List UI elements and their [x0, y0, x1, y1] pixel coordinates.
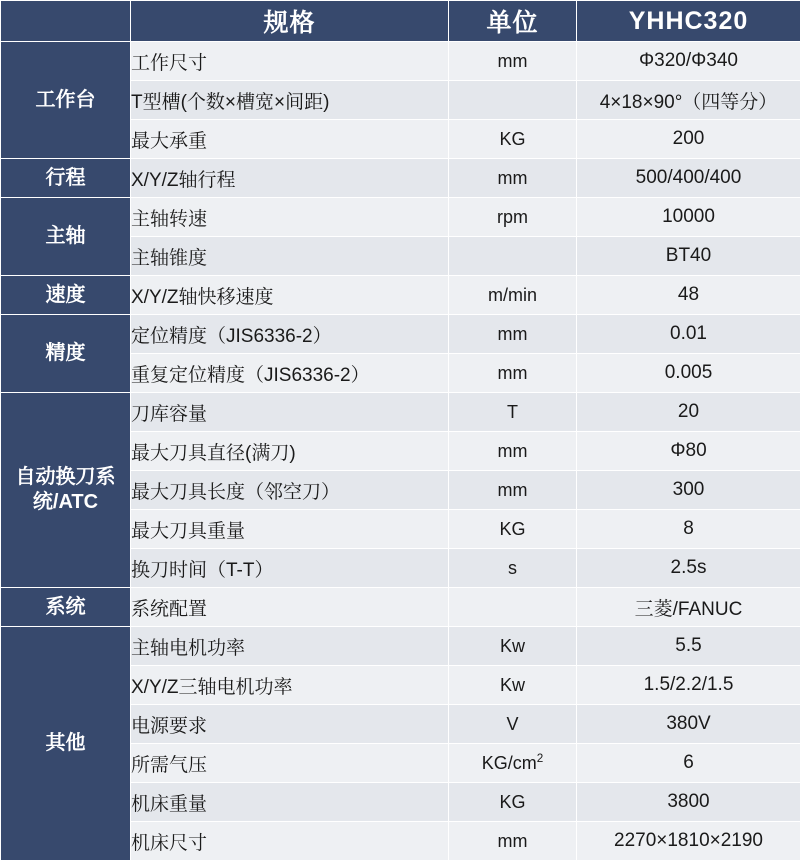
header-unit: 单位: [449, 1, 577, 42]
table-header-row: [1, 1, 800, 42]
spec-value: 三菱/FANUC: [577, 588, 800, 627]
spec-item: 最大承重: [131, 120, 449, 159]
spec-item: 系统配置: [131, 588, 449, 627]
spec-unit: mm: [449, 315, 577, 354]
spec-item: 机床尺寸: [131, 822, 449, 861]
group-label-travel: 行程: [1, 159, 131, 198]
spec-item: 主轴转速: [131, 198, 449, 237]
spec-unit: V: [449, 705, 577, 744]
spec-item: 最大刀具直径(满刀): [131, 432, 449, 471]
spec-unit: KG: [449, 783, 577, 822]
spec-item: 所需气压: [131, 744, 449, 783]
group-label-speed: 速度: [1, 276, 131, 315]
spec-value: Φ320/Φ340: [577, 42, 800, 81]
spec-value: 500/400/400: [577, 159, 800, 198]
spec-item: 刀库容量: [131, 393, 449, 432]
table-row: [1, 627, 800, 666]
spec-item: X/Y/Z轴行程: [131, 159, 449, 198]
spec-unit: mm: [449, 822, 577, 861]
group-label-accuracy: 精度: [1, 315, 131, 393]
spec-item: X/Y/Z轴快移速度: [131, 276, 449, 315]
spec-value: 200: [577, 120, 800, 159]
spec-unit: [449, 588, 577, 627]
spec-value: 2.5s: [577, 549, 800, 588]
spec-value: 1.5/2.2/1.5: [577, 666, 800, 705]
spec-unit: [449, 237, 577, 276]
spec-unit: rpm: [449, 198, 577, 237]
table-row: [1, 276, 800, 315]
spec-value: 10000: [577, 198, 800, 237]
table-row: [1, 315, 800, 354]
table-row: [1, 393, 800, 432]
spec-item: T型槽(个数×槽宽×间距): [131, 81, 449, 120]
spec-unit: mm: [449, 159, 577, 198]
spec-item: 最大刀具长度（邻空刀）: [131, 471, 449, 510]
spec-value: 20: [577, 393, 800, 432]
group-label-atc: 自动换刀系统/ATC: [1, 393, 131, 588]
spec-item: 最大刀具重量: [131, 510, 449, 549]
spec-unit: Kw: [449, 666, 577, 705]
spec-value: 5.5: [577, 627, 800, 666]
spec-value: 4×18×90°（四等分）: [577, 81, 800, 120]
spec-item: 机床重量: [131, 783, 449, 822]
spec-value: 48: [577, 276, 800, 315]
spec-item: X/Y/Z三轴电机功率: [131, 666, 449, 705]
spec-unit: KG: [449, 510, 577, 549]
spec-value: 2270×1810×2190: [577, 822, 800, 861]
spec-unit-base: KG/cm: [482, 753, 537, 773]
spec-value: Φ80: [577, 432, 800, 471]
spec-item: 工作尺寸: [131, 42, 449, 81]
spec-item: 重复定位精度（JIS6336-2）: [131, 354, 449, 393]
header-spec: 规格: [131, 1, 449, 42]
spec-value: 3800: [577, 783, 800, 822]
table-row: [1, 588, 800, 627]
spec-value: 0.005: [577, 354, 800, 393]
table-row: [1, 42, 800, 81]
table-row: [1, 198, 800, 237]
spec-value: 0.01: [577, 315, 800, 354]
header-empty-cell: [1, 1, 131, 42]
spec-item: 电源要求: [131, 705, 449, 744]
spec-item: 主轴锥度: [131, 237, 449, 276]
spec-unit: m/min: [449, 276, 577, 315]
spec-unit: KG: [449, 120, 577, 159]
spec-unit: mm: [449, 432, 577, 471]
spec-unit: mm: [449, 42, 577, 81]
spec-value: 380V: [577, 705, 800, 744]
group-label-worktable: 工作台: [1, 42, 131, 159]
group-label-other: 其他: [1, 627, 131, 861]
header-model: YHHC320: [577, 1, 800, 42]
spec-item: 主轴电机功率: [131, 627, 449, 666]
spec-item: 定位精度（JIS6336-2）: [131, 315, 449, 354]
spec-unit-exponent: 2: [537, 752, 544, 765]
spec-value: 8: [577, 510, 800, 549]
group-label-control-system: 系统: [1, 588, 131, 627]
spec-value: 300: [577, 471, 800, 510]
group-label-spindle: 主轴: [1, 198, 131, 276]
spec-item: 换刀时间（T-T）: [131, 549, 449, 588]
spec-unit-pressure: [449, 744, 577, 783]
spec-unit: mm: [449, 471, 577, 510]
spec-unit: s: [449, 549, 577, 588]
spec-unit: T: [449, 393, 577, 432]
spec-unit: [449, 81, 577, 120]
spec-value: BT40: [577, 237, 800, 276]
spec-unit: Kw: [449, 627, 577, 666]
spec-value: 6: [577, 744, 800, 783]
table-row: [1, 159, 800, 198]
spec-unit: mm: [449, 354, 577, 393]
